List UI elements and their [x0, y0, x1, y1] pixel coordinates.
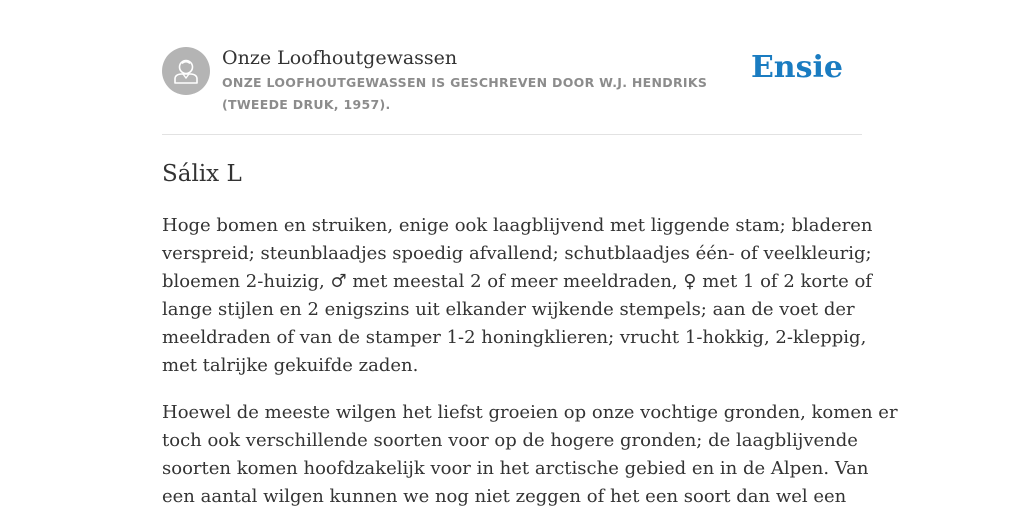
source-header	[162, 0, 862, 135]
paragraph-line: verspreid; steunblaadjes spoedig afvallend; schutblaadjes één- of veelkleurig;	[162, 243, 872, 264]
paragraph-line: lange stijlen en 2 enigszins uit elkander wijkende stempels; aan de voet der	[162, 299, 855, 320]
paragraph-2	[162, 399, 898, 511]
paragraph-line: bloemen 2-huizig, ♂ met meestal 2 of meer meeldraden, ♀ met 1 of 2 korte of	[162, 271, 872, 292]
source-title[interactable]: Onze Loofhoutgewassen	[222, 47, 458, 69]
paragraph-line: soorten komen hoofdzakelijk voor in het arctische gebied en in de Alpen. Van	[162, 458, 869, 479]
paragraph-line: een aantal wilgen kunnen we nog niet zeggen of het een soort dan wel een	[162, 486, 847, 507]
content-column	[162, 0, 898, 507]
entry-title: Sálix L	[162, 161, 242, 187]
paragraph-line: Hoewel de meeste wilgen het liefst groeien op onze vochtige gronden, komen er	[162, 402, 898, 423]
paragraph-line: met talrijke gekuifde zaden.	[162, 355, 419, 376]
paragraph-line: toch ook verschillende soorten voor op de hogere gronden; de laagblijvende	[162, 430, 858, 451]
ensie-logo-link[interactable]: Ensie	[750, 50, 843, 85]
user-outline-icon	[162, 47, 210, 95]
paragraph-line: Hoge bomen en struiken, enige ook laagblijvend met liggende stam; bladeren	[162, 215, 873, 236]
source-avatar[interactable]	[162, 47, 210, 95]
paragraph-1	[162, 212, 873, 380]
source-description: ONZE LOOFHOUTGEWASSEN IS GESCHREVEN DOOR W.J. HENDRIKS (TWEEDE DRUK, 1957).	[222, 75, 708, 112]
paragraph-line: meeldraden of van de stamper 1-2 honingklieren; vrucht 1-hokkig, 2-kleppig,	[162, 327, 867, 348]
